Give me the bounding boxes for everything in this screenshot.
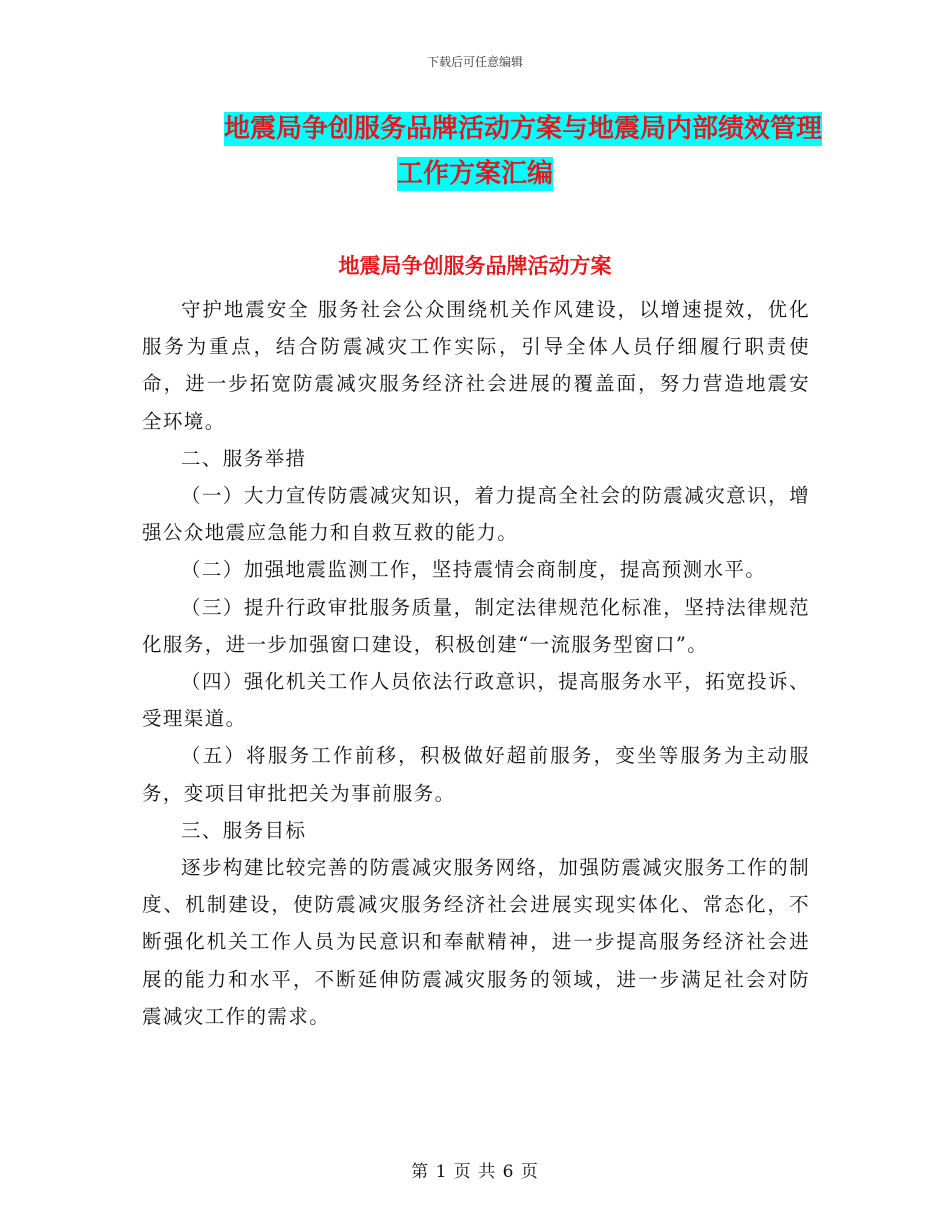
document-title-line-1 (48, 112, 950, 146)
paragraph-measure-2: （二）加强地震监测工作，坚持震情会商制度，提高预测水平。 (181, 558, 767, 582)
document-title-line-1-text: 地震局争创服务品牌活动方案与地震局内部绩效管理 (223, 114, 822, 144)
paragraph-measure-5: （五）将服务工作前移，积极做好超前服务，变坐等服务为主动服务，变项目审批把关为事前服务。 (142, 744, 810, 805)
heading-service-measures: 二、服务举措 (181, 446, 307, 470)
document-title-line-2 (0, 157, 950, 191)
paragraph-goals: 逐步构建比较完善的防震减灾服务网络，加强防震减灾服务工作的制度、机制建设，使防震减灾服务经济社会进展实现实体化、常态化，不断强化机关工作人员为民意识和奉献精神，进一步提高服务经济社会进展的能力和水平，不断延伸防震减灾服务的领域，进一步满足社会对防震减灾工作的需求。 (142, 856, 810, 1028)
document-title-line-2-text: 工作方案汇编 (396, 159, 553, 189)
paragraph-measure-3: （三）提升行政审批服务质量，制定法律规范化标准，坚持法律规范化服务，进一步加强窗口建设，积极创建“一流服务型窗口”。 (142, 595, 810, 656)
section-title: 地震局争创服务品牌活动方案 (338, 254, 612, 278)
paragraph-intro: 守护地震安全 服务社会公众围绕机关作风建设，以增速提效，优化服务为重点，结合防震减灾工作实际，引导全体人员仔细履行职责使命，进一步拓宽防震减灾服务经济社会进展的覆盖面，努力营造地震安全环境。 (142, 298, 810, 433)
paragraph-measure-1: （一）大力宣传防震减灾知识，着力提高全社会的防震减灾意识，增强公众地震应急能力和自救互救的能力。 (142, 484, 810, 545)
paragraph-measure-4: （四）强化机关工作人员依法行政意识，提高服务水平，拓宽投诉、受理渠道。 (142, 670, 810, 731)
heading-service-goals: 三、服务目标 (181, 818, 307, 842)
document-body (142, 291, 810, 1035)
page-number-footer: 第 1 页 共 6 页 (411, 1162, 539, 1182)
header-note: 下载后可任意编辑 (426, 55, 523, 69)
